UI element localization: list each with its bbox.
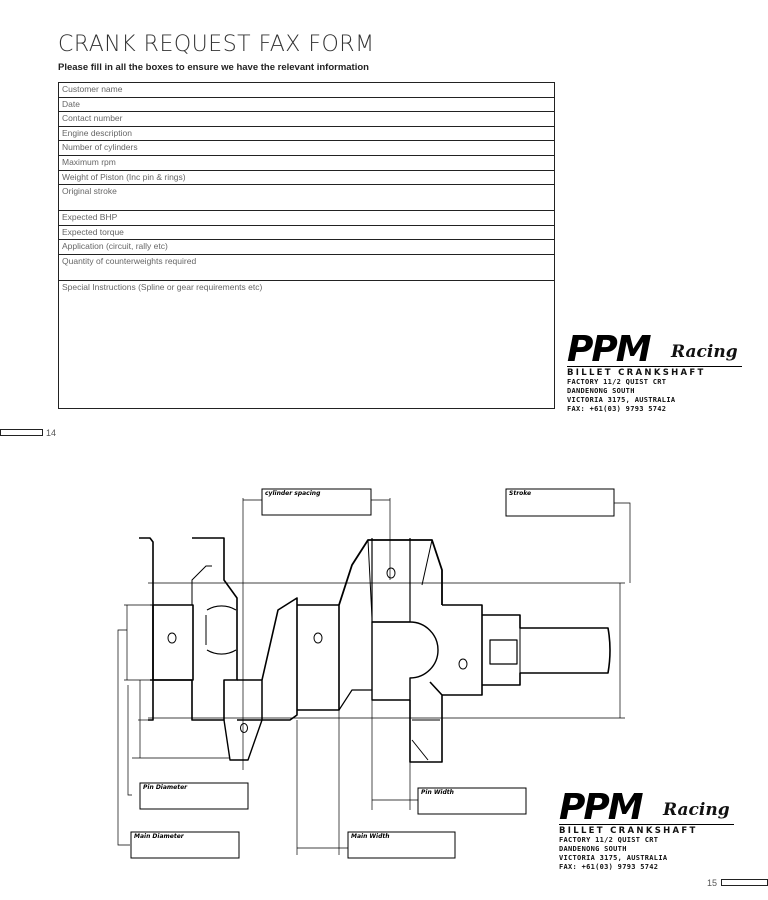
field-label: Quantity of counterweights required bbox=[62, 256, 197, 266]
logo-address-1: FACTORY 11/2 QUIST CRT bbox=[567, 378, 667, 386]
page-title: CRANK REQUEST FAX FORM bbox=[58, 32, 375, 57]
label-stroke: Stroke bbox=[509, 490, 532, 497]
logo-address-3: VICTORIA 3175, AUSTRALIA bbox=[567, 396, 676, 404]
field-label: Number of cylinders bbox=[62, 142, 138, 152]
field-label: Application (circuit, rally etc) bbox=[62, 241, 168, 251]
field-label: Weight of Piston (Inc pin & rings) bbox=[62, 172, 186, 182]
page-marker-bar bbox=[721, 879, 768, 886]
logo-address-3: VICTORIA 3175, AUSTRALIA bbox=[559, 854, 668, 862]
label-pin-diameter: Pin Diameter bbox=[143, 784, 188, 791]
logo-script: Racing bbox=[671, 342, 738, 362]
field-expected-bhp[interactable] bbox=[59, 211, 554, 226]
request-form bbox=[58, 82, 555, 409]
logo-script: Racing bbox=[663, 800, 730, 820]
field-label: Original stroke bbox=[62, 186, 117, 196]
field-piston-weight[interactable] bbox=[59, 171, 554, 185]
logo-brand: PPM bbox=[559, 787, 642, 828]
field-label: Date bbox=[62, 99, 80, 109]
field-engine-description[interactable] bbox=[59, 127, 554, 141]
logo-address-1: FACTORY 11/2 QUIST CRT bbox=[559, 836, 659, 844]
field-special-instructions[interactable] bbox=[59, 281, 554, 408]
crankshaft-drawing bbox=[139, 538, 610, 762]
logo-tagline: BILLET CRANKSHAFT bbox=[567, 366, 742, 378]
field-label: Contact number bbox=[62, 113, 123, 123]
page-subtitle: Please fill in all the boxes to ensure we have the relevant information bbox=[58, 62, 369, 73]
field-application[interactable] bbox=[59, 240, 554, 255]
field-counterweights[interactable] bbox=[59, 255, 554, 281]
page-number-left: 14 bbox=[46, 428, 57, 438]
field-label: Special Instructions (Spline or gear requirements etc) bbox=[62, 282, 263, 292]
logo-address-2: DANDENONG SOUTH bbox=[559, 845, 627, 853]
field-label: Customer name bbox=[62, 84, 123, 94]
field-label: Maximum rpm bbox=[62, 157, 116, 167]
field-label: Engine description bbox=[62, 128, 132, 138]
logo-fax: FAX: +61(03) 9793 5742 bbox=[559, 863, 659, 871]
field-customer-name[interactable] bbox=[59, 83, 554, 98]
ppm-racing-logo-bottom bbox=[559, 787, 734, 872]
page-number-right: 15 bbox=[707, 878, 718, 888]
logo-address-2: DANDENONG SOUTH bbox=[567, 387, 635, 395]
logo-fax: FAX: +61(03) 9793 5742 bbox=[567, 405, 667, 413]
label-cylinder-spacing: cylinder spacing bbox=[265, 490, 321, 497]
field-number-of-cylinders[interactable] bbox=[59, 141, 554, 156]
field-expected-torque[interactable] bbox=[59, 226, 554, 240]
field-original-stroke[interactable] bbox=[59, 185, 554, 211]
field-maximum-rpm[interactable] bbox=[59, 156, 554, 171]
page-marker-bar bbox=[0, 429, 43, 436]
field-label: Expected torque bbox=[62, 227, 124, 237]
logo-brand: PPM bbox=[567, 329, 650, 370]
field-label: Expected BHP bbox=[62, 212, 118, 222]
label-main-diameter: Main Diameter bbox=[134, 833, 184, 840]
field-contact-number[interactable] bbox=[59, 112, 554, 127]
logo-tagline: BILLET CRANKSHAFT bbox=[559, 824, 734, 836]
field-date[interactable] bbox=[59, 98, 554, 112]
label-main-width: Main Width bbox=[351, 833, 390, 840]
ppm-racing-logo bbox=[567, 329, 742, 414]
label-pin-width: Pin Width bbox=[421, 789, 454, 796]
